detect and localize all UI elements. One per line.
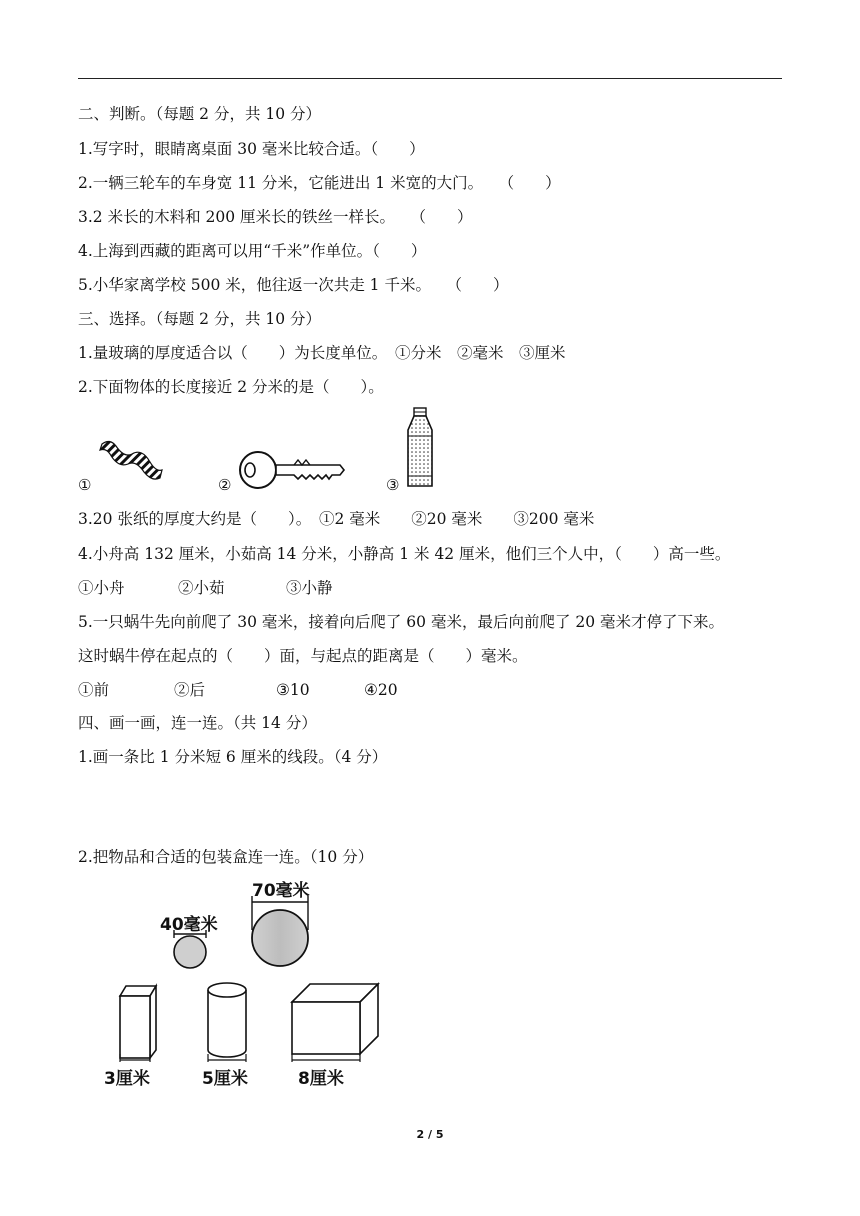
- connect-q2: 2.把物品和合适的包装盒连一连。（10 分）: [78, 848, 374, 866]
- small-ball-icon: [168, 928, 212, 972]
- cylinder-box-label: 5厘米: [202, 1069, 248, 1089]
- choice-q2: 2.下面物体的长度接近 2 分米的是（ ）。: [78, 378, 384, 396]
- page-number: 2 / 5: [416, 1128, 444, 1141]
- option-label-3: ③: [386, 476, 400, 494]
- section-4-title: 四、画一画，连一连。（共 14 分）: [78, 714, 317, 732]
- wide-box-label: 8厘米: [298, 1069, 344, 1089]
- candy-icon: [96, 436, 168, 486]
- choice-q3: 3.20 张纸的厚度大约是（ ）。 ①2 毫米 ②20 毫米 ③200 毫米: [78, 510, 595, 528]
- choice-q5-line-2: 这时蜗牛停在起点的（ ）面，与起点的距离是（ ）毫米。: [78, 647, 528, 665]
- choice-q4: 4.小舟高 132 厘米，小茹高 14 分米，小静高 1 米 42 厘米，他们三个人中，（ ）高一些。: [78, 545, 731, 563]
- cylinder-box-icon: [202, 978, 252, 1064]
- q4-option-1: ①小舟: [78, 579, 125, 597]
- narrow-box-label: 3厘米: [104, 1069, 150, 1089]
- header-rule: [78, 78, 782, 79]
- large-ball-label: 70毫米: [252, 881, 310, 901]
- q5-option-4: ④20: [364, 681, 398, 699]
- judge-item-1: 1.写字时，眼睛离桌面 30 毫米比较合适。（ ）: [78, 140, 425, 158]
- small-ball-label: 40毫米: [160, 915, 218, 935]
- judge-item-3: 3.2 米长的木料和 200 厘米长的铁丝一样长。 （ ）: [78, 208, 473, 226]
- choice-q1: 1.量玻璃的厚度适合以（ ）为长度单位。 ①分米 ②毫米 ③厘米: [78, 344, 566, 362]
- wide-box-icon: [286, 978, 384, 1064]
- bottle-icon: [402, 406, 438, 490]
- q4-option-2: ②小茹: [178, 579, 225, 597]
- option-label-2: ②: [218, 476, 232, 494]
- choice-q5-line-1: 5.一只蜗牛先向前爬了 30 毫米，接着向后爬了 60 毫米，最后向前爬了 20 毫米才停了下来。: [78, 613, 725, 631]
- narrow-box-icon: [112, 982, 162, 1064]
- large-ball-icon: [248, 894, 312, 972]
- option-label-1: ①: [78, 476, 92, 494]
- q5-option-1: ①前: [78, 681, 110, 699]
- q5-option-3: ③10: [276, 681, 310, 699]
- draw-q1: 1.画一条比 1 分米短 6 厘米的线段。（4 分）: [78, 748, 388, 766]
- judge-item-4: 4.上海到西藏的距离可以用“千米”作单位。（ ）: [78, 242, 427, 260]
- key-icon: [236, 448, 348, 492]
- section-2-title: 二、判断。（每题 2 分，共 10 分）: [78, 105, 322, 123]
- q5-option-2: ②后: [174, 681, 206, 699]
- judge-item-5: 5.小华家离学校 500 米，他往返一次共走 1 千米。 （ ）: [78, 276, 509, 294]
- judge-item-2: 2.一辆三轮车的车身宽 11 分米，它能进出 1 米宽的大门。 （ ）: [78, 174, 561, 192]
- section-3-title: 三、选择。（每题 2 分，共 10 分）: [78, 310, 322, 328]
- q4-option-3: ③小静: [286, 579, 333, 597]
